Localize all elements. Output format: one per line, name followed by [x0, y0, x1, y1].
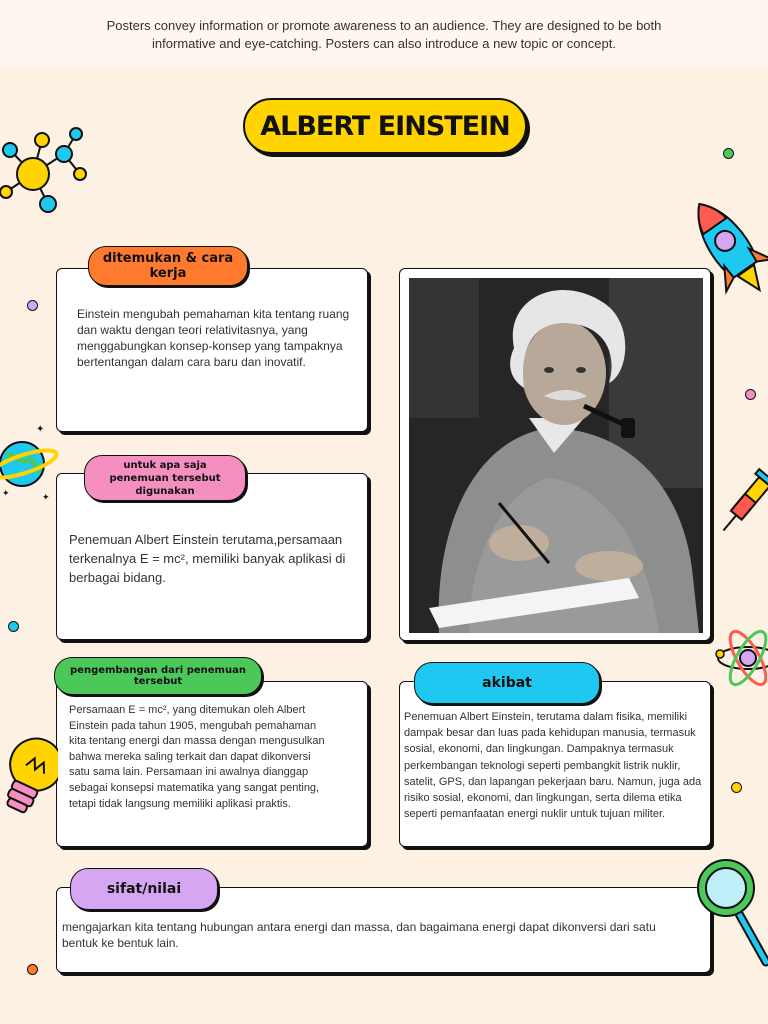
photo-frame: [399, 268, 711, 641]
svg-text:✦: ✦: [42, 493, 50, 503]
text-pengembangan: Persamaan E = mc², yang ditemukan oleh Albert Einstein pada tahun 1905, mengubah pemahaman kita tentang energi dan massa dengan mengusulkan bahwa mereka saling terkait dan dapat dikonversi satu sama lain. Persamaan ini awalnya dianggap sebagai konsepsi matematika yang sangat penting, tetapi tidak langsung memiliki aplikasi praktis.: [69, 704, 325, 810]
svg-text:✦: ✦: [36, 424, 45, 435]
planet-icon: [0, 420, 62, 504]
decor-dot: [27, 964, 38, 975]
label-sifat: sifat/nilai: [70, 868, 218, 910]
intro-text: Posters convey information or promote awareness to an audience. They are designed to be both informative and eye-catching. Posters can also introduce a new topic or concept.: [106, 18, 662, 51]
decor-dot: [27, 300, 38, 311]
text-sifat: mengajarkan kita tentang hubungan antara energi dan massa, dan bagaimana energi dapat dikonversi dari satu bentuk ke bentuk lain.: [62, 920, 656, 950]
atom-icon: [714, 618, 768, 700]
magnifier-icon: [694, 854, 768, 970]
label-kegunaan: untuk apa saja penemuan tersebut digunakan: [84, 455, 246, 501]
decor-dot: [8, 621, 19, 632]
einstein-portrait-icon: [409, 278, 703, 633]
lightbulb-icon: [0, 728, 58, 832]
label-akibat: akibat: [414, 662, 600, 704]
molecule-icon: [0, 122, 90, 218]
text-kegunaan: Penemuan Albert Einstein terutama,persamaan terkenalnya E = mc², memiliki banyak aplikasi di berbagai bidang.: [69, 532, 346, 585]
decor-dot: [745, 389, 756, 400]
decor-dot: [731, 782, 742, 793]
label-ditemukan: ditemukan & cara kerja: [88, 246, 248, 286]
intro-banner: [0, 0, 768, 68]
decor-dot: [723, 148, 734, 159]
label-pengembangan: pengembangan dari penemuan tersebut: [54, 657, 262, 695]
text-akibat: Penemuan Albert Einstein, terutama dalam fisika, memiliki dampak besar dan luas pada kehidupan manusia, termasuk sosial, ekonomi, dan lingkungan. Dampaknya termasuk perkembangan teknologi seperti pembangkit listrik nuklir, satelit, GPS, dan lapangan pekerjaan baru. Namun, juga ada risiko sosial, ekonomi, dan lingkungan, serta dilema etika seperti pemanfaatan energi nuklir untuk tujuan militer.: [404, 711, 702, 821]
text-ditemukan: Einstein mengubah pemahaman kita tentang ruang dan waktu dengan teori relativitasnya, yang menggabungkan konsep-konsep yang tampaknya bertentangan dalam cara baru dan inovatif.: [77, 307, 350, 369]
page-title: ALBERT EINSTEIN: [243, 98, 527, 154]
svg-text:✦: ✦: [2, 489, 10, 499]
rocket-icon: [688, 190, 768, 305]
syringe-icon: [720, 466, 768, 546]
